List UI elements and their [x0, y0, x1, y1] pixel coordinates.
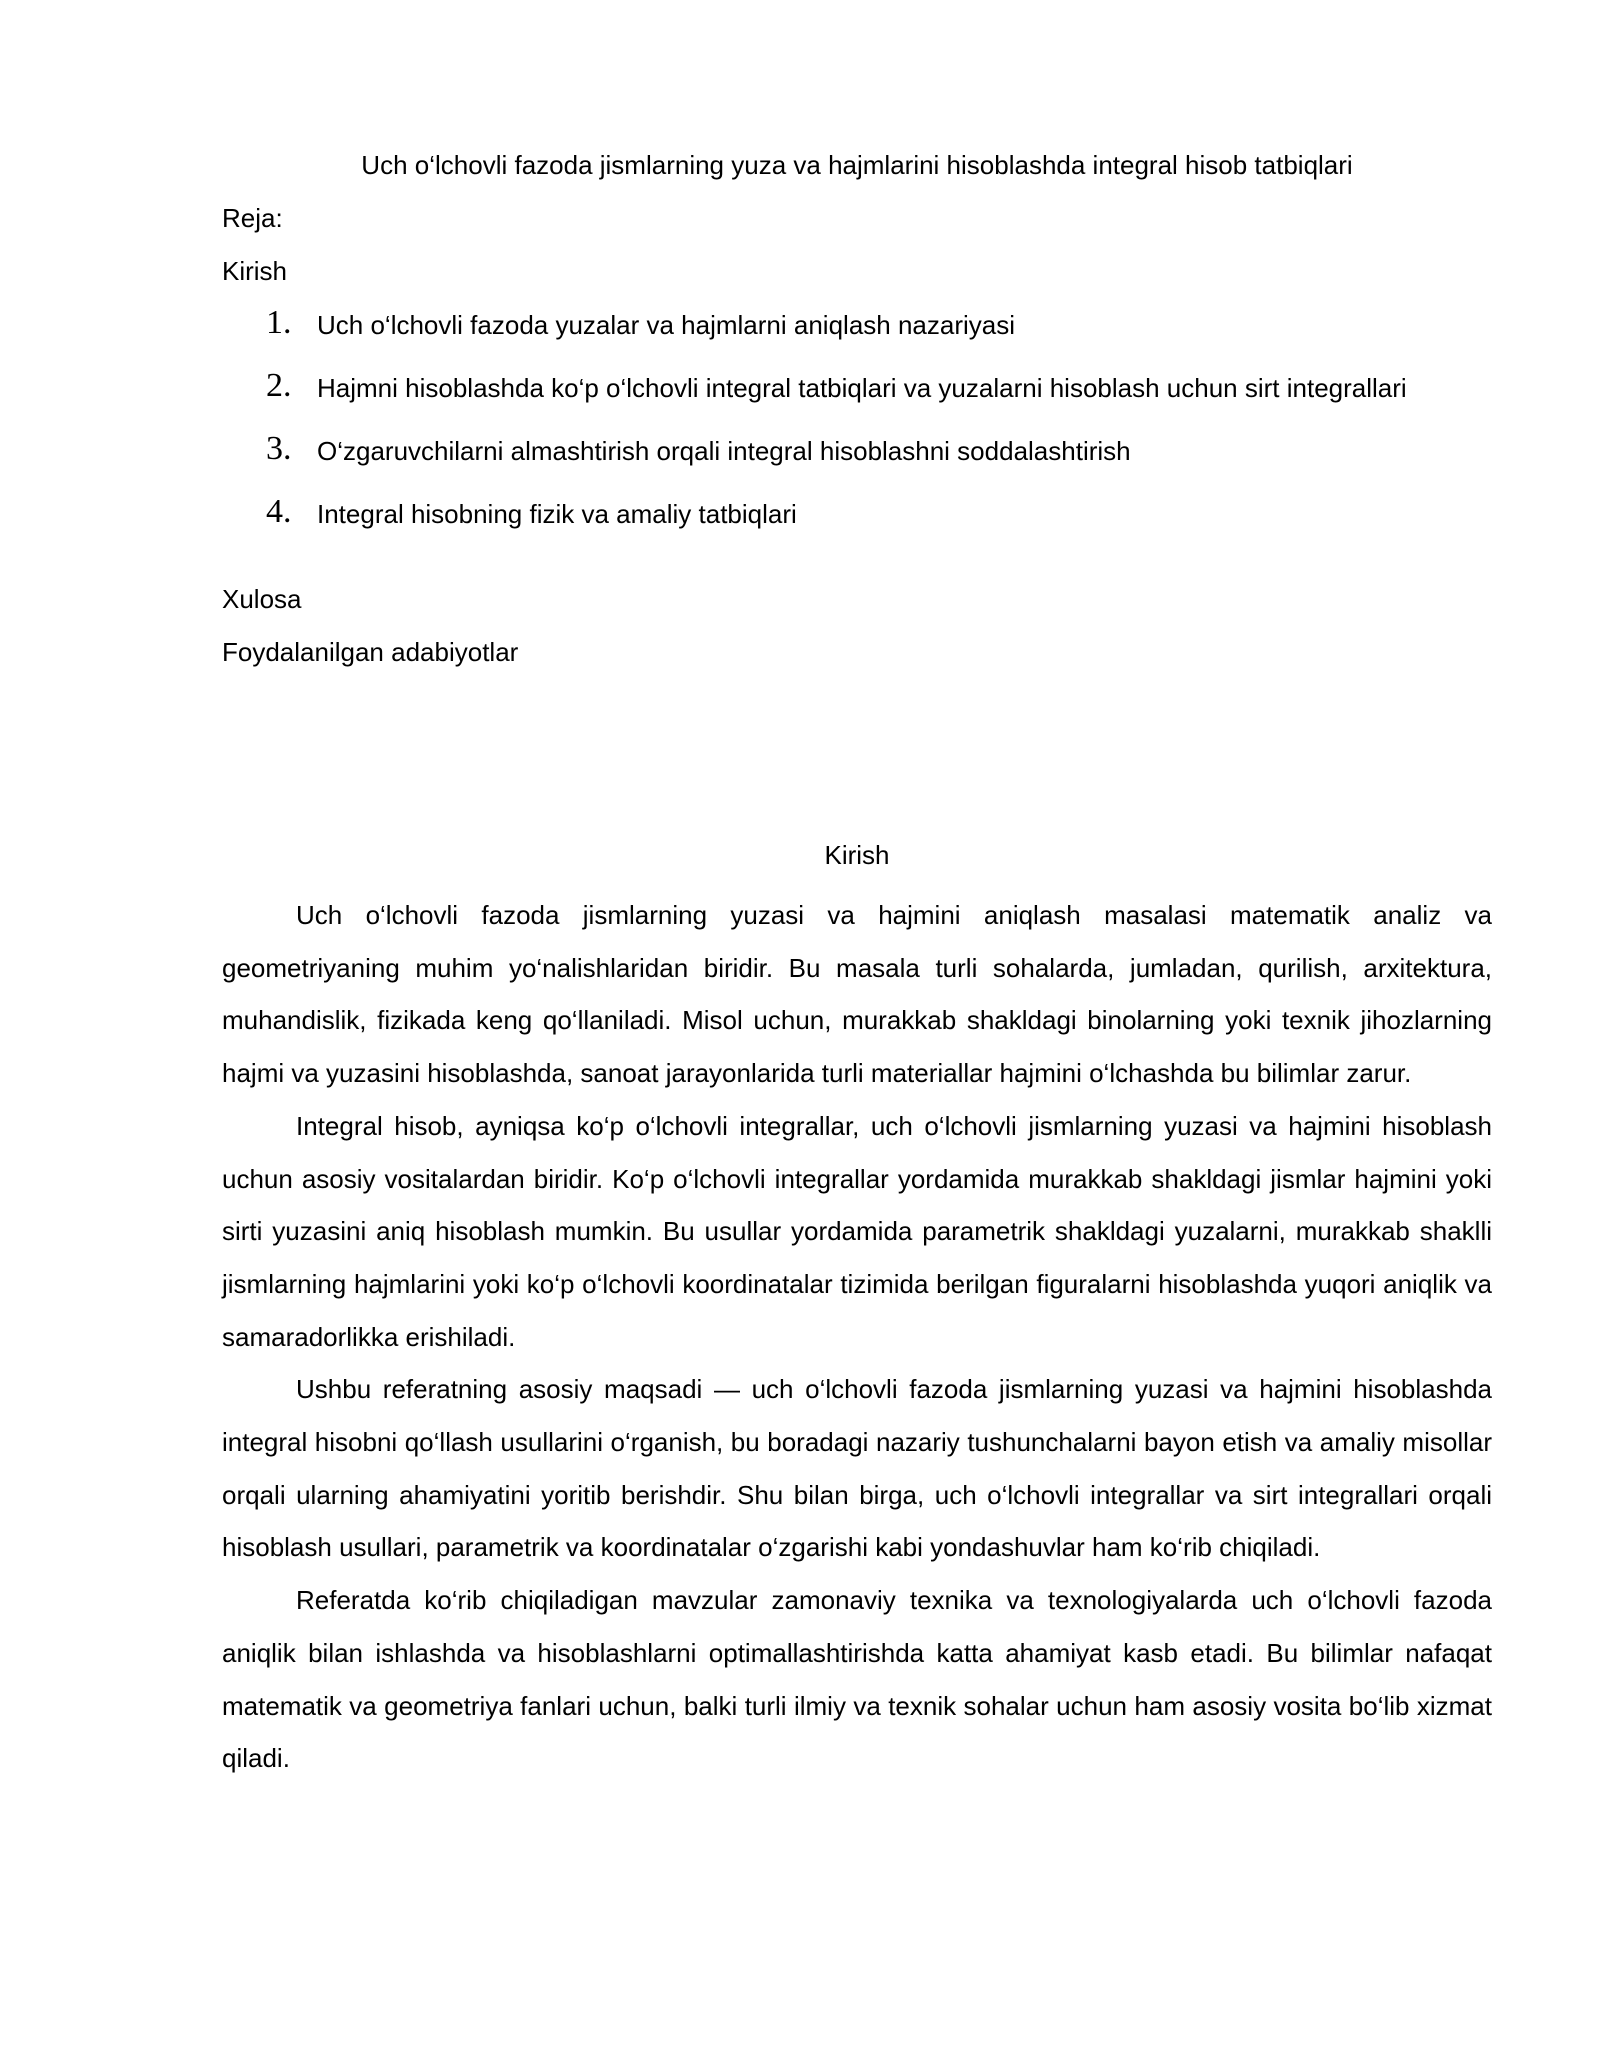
document-title: Uch o‘lchovli fazoda jismlarning yuza va hajmlarini hisoblashda integral hisob tatbiqlari — [361, 150, 1353, 180]
outline-list — [222, 304, 1522, 560]
outline-item-number: 2. — [266, 367, 292, 404]
introduction-heading: Kirish — [824, 840, 890, 870]
outline-item — [222, 493, 1522, 560]
introduction-paragraph: Integral hisob, ayniqsa ko‘p o‘lchovli integrallar, uch o‘lchovli jismlarning yuzasi va hajmini hisoblash uchun asosiy vositalardan biridir. Ko‘p o‘lchovli integrallar yordamida murakkab shakldagi jismlar hajmini yoki sirti yuzasini aniq hisoblash mumkin. Bu usullar yordamida parametrik shakldagi yuzalarni, murakkab shaklli jismlarning hajmlarini yoki ko‘p o‘lchovli koordinatalar tizimida berilgan figuralarni hisoblashda yuqori aniqlik va samaradorlikka erishiladi. — [222, 1110, 1492, 1352]
plan-label: Reja: — [222, 203, 283, 233]
outline-item-number: 1. — [266, 304, 292, 341]
outline-item-text: Hajmni hisoblashda ko‘p o‘lchovli integral tatbiqlari va yuzalarni hisoblash uchun sirt integrallari — [317, 373, 1407, 403]
introduction-paragraph: Ushbu referatning asosiy maqsadi — uch o‘lchovli fazoda jismlarning yuzasi va hajmini hisoblashda integral hisobni qo‘llash usullarini o‘rganish, bu boradagi nazariy tushunchalarni bayon etish va amaliy misollar orqali ularning ahamiyatini yoritib berishdir. Shu bilan birga, uch o‘lchovli integrallar va sirt integrallari orqali hisoblash usullari, parametrik va koordinatalar o‘zgarishi kabi yondashuvlar ham ko‘rib chiqiladi. — [222, 1374, 1492, 1563]
introduction-paragraph: Uch o‘lchovli fazoda jismlarning yuzasi va hajmini aniqlash masalasi matematik analiz va geometriyaning muhim yo‘nalishlaridan biridir. Bu masala turli sohalarda, jumladan, qurilish, arxitektura, muhandislik, fizikada keng qo‘llaniladi. Misol uchun, murakkab shakldagi binolarning yoki texnik jihozlarning hajmi va yuzasini hisoblashda, sanoat jarayonlarida turli materiallar hajmini o‘lchashda bu bilimlar zarur. — [222, 900, 1492, 1089]
outline-intro-label: Kirish — [222, 256, 288, 286]
outline-item-text: Uch o‘lchovli fazoda yuzalar va hajmlarni aniqlash nazariyasi — [317, 310, 1016, 340]
outline-item-text: Integral hisobning fizik va amaliy tatbiqlari — [317, 499, 797, 529]
introduction-body — [222, 889, 1492, 1785]
outline-item — [222, 367, 1522, 434]
outline-item — [222, 304, 1522, 371]
introduction-paragraph: Referatda ko‘rib chiqiladigan mavzular zamonaviy texnika va texnologiyalarda uch o‘lchovli fazoda aniqlik bilan ishlashda va hisoblashlarni optimallashtirishda katta ahamiyat kasb etadi. Bu bilimlar nafaqat matematik va geometriya fanlari uchun, balki turli ilmiy va texnik sohalar uchun ham asosiy vosita bo‘lib xizmat qiladi. — [222, 1585, 1492, 1774]
outline-item — [222, 430, 1522, 497]
outline-item-number: 4. — [266, 493, 292, 530]
outline-conclusion-label: Xulosa — [222, 584, 302, 614]
outline-item-text: O‘zgaruvchilarni almashtirish orqali integral hisoblashni soddalashtirish — [317, 436, 1131, 466]
outline-item-number: 3. — [266, 430, 292, 467]
outline-references-label: Foydalanilgan adabiyotlar — [222, 637, 519, 667]
